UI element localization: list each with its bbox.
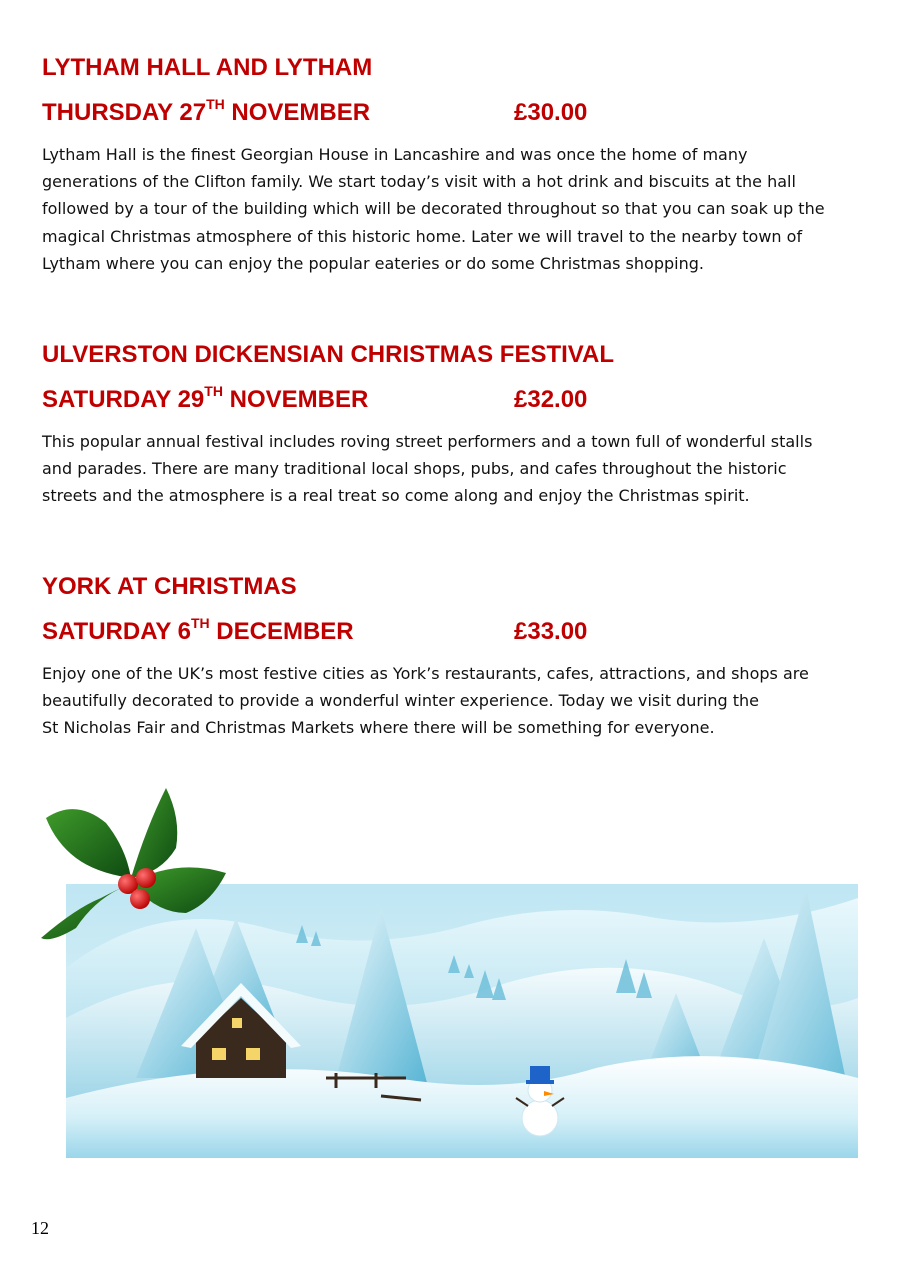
date-ordinal: TH — [206, 96, 225, 112]
event-price: £32.00 — [514, 386, 588, 413]
description-line: streets and the atmosphere is a real treat so come along and enjoy the Christmas spirit. — [42, 486, 750, 506]
date-ordinal: TH — [190, 615, 210, 631]
description-line: generations of the Clifton family. We start today’s visit with a hot drink and biscuits at the hall — [42, 172, 796, 192]
date-month: DECEMBER — [209, 618, 354, 645]
date-ordinal: TH — [204, 383, 223, 399]
page-number: 12 — [31, 1218, 49, 1238]
event-price: £30.00 — [514, 99, 588, 126]
description-line: magical Christmas atmosphere of this historic home. Later we will travel to the nearby town of — [42, 226, 803, 246]
description-line: Lytham where you can enjoy the popular eateries or do some Christmas shopping. — [42, 253, 704, 273]
event-date-row — [42, 96, 872, 129]
event-description — [42, 660, 874, 742]
date-day: SATURDAY 6 — [42, 618, 191, 645]
event-price: £33.00 — [514, 618, 588, 645]
description-line: Enjoy one of the UK’s most festive cities as York’s restaurants, cafes, attractions, and shops are — [42, 664, 809, 683]
event-description — [42, 141, 874, 277]
event-date-row — [42, 615, 872, 648]
description-line: This popular annual festival includes roving street performers and a town full of wonderful stalls — [42, 432, 813, 451]
event-title: YORK AT CHRISTMAS — [42, 573, 297, 600]
date-day: SATURDAY 29 — [42, 386, 205, 413]
event-date — [42, 96, 371, 127]
event-york — [42, 573, 872, 742]
event-date-row — [42, 383, 872, 416]
event-title: ULVERSTON DICKENSIAN CHRISTMAS FESTIVAL — [42, 341, 615, 368]
description-line: and parades. There are many traditional local shops, pubs, and cafes throughout the historic — [42, 459, 787, 479]
description-line: Lytham Hall is the finest Georgian House in Lancashire and was once the home of many — [42, 145, 748, 164]
winter-scene-illustration — [36, 778, 866, 1168]
event-lytham — [42, 54, 872, 277]
date-month: NOVEMBER — [224, 99, 371, 126]
date-month: NOVEMBER — [222, 386, 369, 413]
event-date — [42, 615, 354, 646]
event-title: LYTHAM HALL AND LYTHAM — [42, 54, 373, 81]
event-ulverston — [42, 341, 872, 510]
date-day: THURSDAY 27 — [42, 99, 207, 126]
event-description — [42, 428, 874, 510]
description-line: followed by a tour of the building which will be decorated throughout so that you can soak up the — [42, 199, 825, 219]
event-date — [42, 383, 369, 414]
description-line: beautifully decorated to provide a wonderful winter experience. Today we visit during the — [42, 691, 760, 711]
description-line: St Nicholas Fair and Christmas Markets where there will be something for everyone. — [42, 718, 715, 738]
